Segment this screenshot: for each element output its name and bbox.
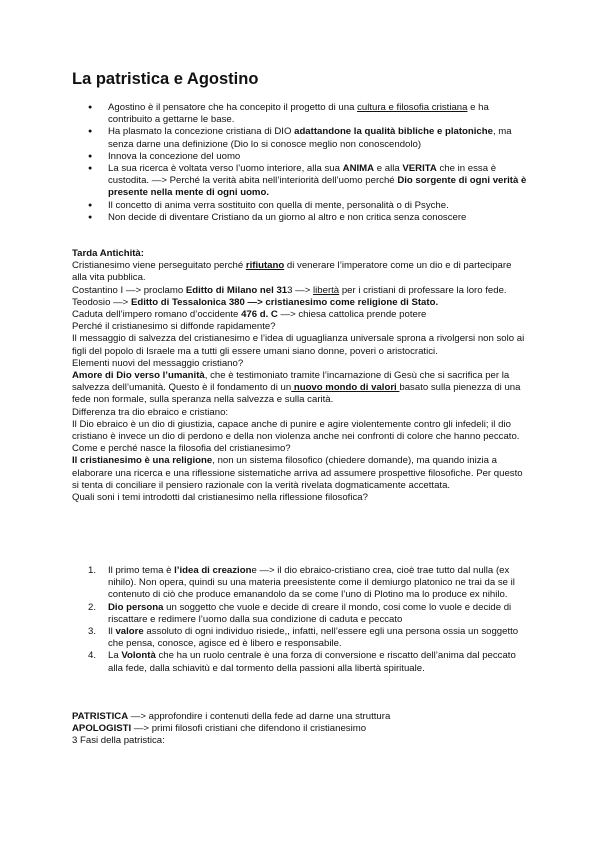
paragraph xyxy=(72,333,527,357)
body-text xyxy=(72,248,527,504)
text-run: che ha un ruolo centrale è una forza di conversione e riscatto dell’anima dal peccato alla fede, dalla schiavitù e dal tormento della passioni alla libertà spirituale. xyxy=(108,650,516,674)
text-run: basato sulla pienezza di una fede non formale, sulla speranza nella salvezza e sulla carità. xyxy=(72,382,521,406)
text-run: Dio persona xyxy=(108,601,164,613)
text-run: valore xyxy=(115,626,144,638)
paragraph xyxy=(72,711,527,723)
bullet-item xyxy=(72,151,527,163)
text-run: APOLOGISTI xyxy=(72,723,132,735)
text-run: Costantino I —> proclamo xyxy=(72,284,186,296)
paragraph xyxy=(72,321,527,333)
item-number: 3. xyxy=(88,626,97,638)
paragraph xyxy=(72,260,527,284)
text-run: Teodosio —> xyxy=(72,296,131,308)
item-number: 2. xyxy=(88,601,97,613)
paragraph xyxy=(72,370,527,407)
bullet-item xyxy=(72,163,527,200)
text-run: e ha contribuito a gettarne le base. xyxy=(108,102,489,126)
text-run: La sua ricerca è voltata verso l’uomo interiore, alla sua xyxy=(108,163,343,175)
paragraph xyxy=(72,285,527,297)
page-title: La patristica e Agostino xyxy=(72,70,259,88)
text-run: Differenza tra dio ebraico e cristiano: xyxy=(72,406,229,418)
text-run: Dio sorgente di ogni verità è presente nella mente di ogni uomo. xyxy=(108,175,527,199)
themes-numbered-list xyxy=(72,565,527,675)
text-run: PATRISTICA xyxy=(72,711,129,722)
text-run: Quali soni i temi introdotti dal cristianesimo nella riflessione filosofica? xyxy=(72,492,368,504)
paragraph xyxy=(72,735,527,747)
text-run: Elementi nuovi del messaggio cristiano? xyxy=(72,357,244,369)
bullet-item xyxy=(72,102,527,126)
paragraph xyxy=(72,419,527,443)
text-run: Il concetto di anima verra sostituito con quella di mente, personalità o di Psyche. xyxy=(108,199,449,211)
text-run: Ha plasmato la concezione cristiana di DIO xyxy=(108,126,295,138)
text-run: rifiutano xyxy=(245,260,285,272)
text-run: Amore di Dio verso l’umanità xyxy=(72,370,205,382)
text-run: Perché il cristianesimo si diffonde rapidamente? xyxy=(72,321,276,333)
text-run: Agostino è il pensatore che ha concepito il progetto di una xyxy=(108,102,358,113)
text-run: per i cristiani di professare la loro fede. xyxy=(339,284,507,296)
item-number: 1. xyxy=(88,565,97,576)
numbered-item xyxy=(72,650,527,674)
text-run: e alla xyxy=(374,163,403,175)
text-run: 476 d. C xyxy=(241,309,278,321)
numbered-item xyxy=(72,602,527,626)
text-run: Il xyxy=(108,626,116,638)
text-run: assoluto di ogni individuo risiede,, infatti, nell’essere egli una persona ossia un soggetto che pensa, conosce, agisce ed è libero e responsabile. xyxy=(108,626,519,650)
text-run: La xyxy=(108,650,122,662)
text-run: cultura e filosofia cristiana xyxy=(357,102,468,113)
bullet-item xyxy=(72,126,527,150)
closing-text xyxy=(72,711,527,748)
paragraph xyxy=(72,443,527,455)
intro-bullet-list xyxy=(72,102,527,224)
item-number: 4. xyxy=(88,650,97,662)
paragraph xyxy=(72,723,527,735)
text-run: —> approfondire i contenuti della fede ad darne una struttura xyxy=(128,711,391,722)
text-run: di venerare l’imperatore come un dio e di partecipare alla vita pubblica. xyxy=(72,260,512,284)
numbered-item xyxy=(72,626,527,650)
text-run: Non decide di diventare Cristiano da un giorno al altro e non critica senza conoscere xyxy=(108,211,467,223)
text-run: Il primo tema è xyxy=(108,565,175,576)
text-run: Volontà xyxy=(121,650,156,662)
bullet-item xyxy=(72,200,527,212)
text-run: 3 Fasi della patristica: xyxy=(72,735,165,747)
text-run: VERITA xyxy=(402,163,437,175)
paragraph xyxy=(72,455,527,492)
text-run: che in essa è custodita. —> Perché la verità abita nell’interiorità dell’uomo perché xyxy=(108,163,497,187)
text-run: ANIMA xyxy=(342,163,375,175)
text-run: Come e perché nasce la filosofia del cristianesimo? xyxy=(72,443,291,455)
text-run: 3 —> xyxy=(287,284,314,296)
text-run: , che è testimoniato tramite l’incarnazione di Gesù che si sacrifica per la salvezza dell’umanità. Questo è il fondamento di un xyxy=(72,370,510,394)
text-run: Il messaggio di salvezza del cristianesimo e l’idea di uguaglianza universale sprona a rivolgersi non solo ai figli del popolo di Israele ma a tutti gli essere umani siano donne, poveri o aristocratici. xyxy=(72,333,525,357)
paragraph xyxy=(72,407,527,419)
numbered-item xyxy=(72,565,527,602)
text-run: , non un sistema filosofico (chiedere domande), ma quando inizia a elaborare una ricerca e una riflessione sistematiche arriva ad assumere prospettive filosofiche. Per questo si tenta di conciliare il pensiero razionale con la verità rivelata dogmaticamente accettata. xyxy=(72,455,523,491)
text-run: e —> il dio ebraico-cristiano crea, cioè trae tutto dal nulla (ex nihilo). Non opera, quindi su una materia preesistente come il demiurgo platonico ne trai da se il contenuto di ciò che produce emanandolo da se come l’uno di Plotino ma lo produce ex nihilo. xyxy=(108,565,515,601)
paragraph xyxy=(72,358,527,370)
text-run: Innova la concezione del uomo xyxy=(108,150,241,162)
text-run: l’idea di creazion xyxy=(174,565,252,576)
text-run: —> primi filosofi cristiani che difendono il cristianesimo xyxy=(131,723,367,735)
text-run: Il cristianesimo è una religione xyxy=(72,455,213,467)
text-run: Tarda Antichità: xyxy=(72,248,144,259)
paragraph xyxy=(72,248,527,260)
text-run: Caduta dell’impero romano d’occidente xyxy=(72,309,242,321)
bullet-item xyxy=(72,212,527,224)
text-run: , ma senza darne una definizione (Dio lo si conosce meglio non conoscendolo) xyxy=(108,126,512,150)
text-run: —> chiesa cattolica prende potere xyxy=(277,309,427,321)
text-run: un soggetto che vuole e decide di creare il mondo, cosi come lo vuole e decide di riscattare e redimere l’uomo dalla sua condizione di caduta e peccato xyxy=(108,601,512,625)
text-run: Editto di Tessalonica 380 —> cristianesimo come religione di Stato. xyxy=(130,296,439,308)
text-run: Editto di Milano nel 31 xyxy=(185,284,288,296)
text-run: adattandone la qualità bibliche e platoniche xyxy=(294,126,493,138)
paragraph xyxy=(72,492,527,504)
text-run: libertà xyxy=(313,284,340,296)
text-run: Il Dio ebraico è un dio di giustizia, capace anche di punire e agire violentemente contro gli infedeli; il dio cristiano è invece un dio di perdono e della non violenza anche nei confronti di colore che hanno peccato. xyxy=(72,418,520,443)
paragraph xyxy=(72,297,527,309)
paragraph xyxy=(72,309,527,321)
text-run: nuovo mondo di valori xyxy=(291,382,400,394)
text-run: Cristianesimo viene perseguitato perché xyxy=(72,260,246,272)
